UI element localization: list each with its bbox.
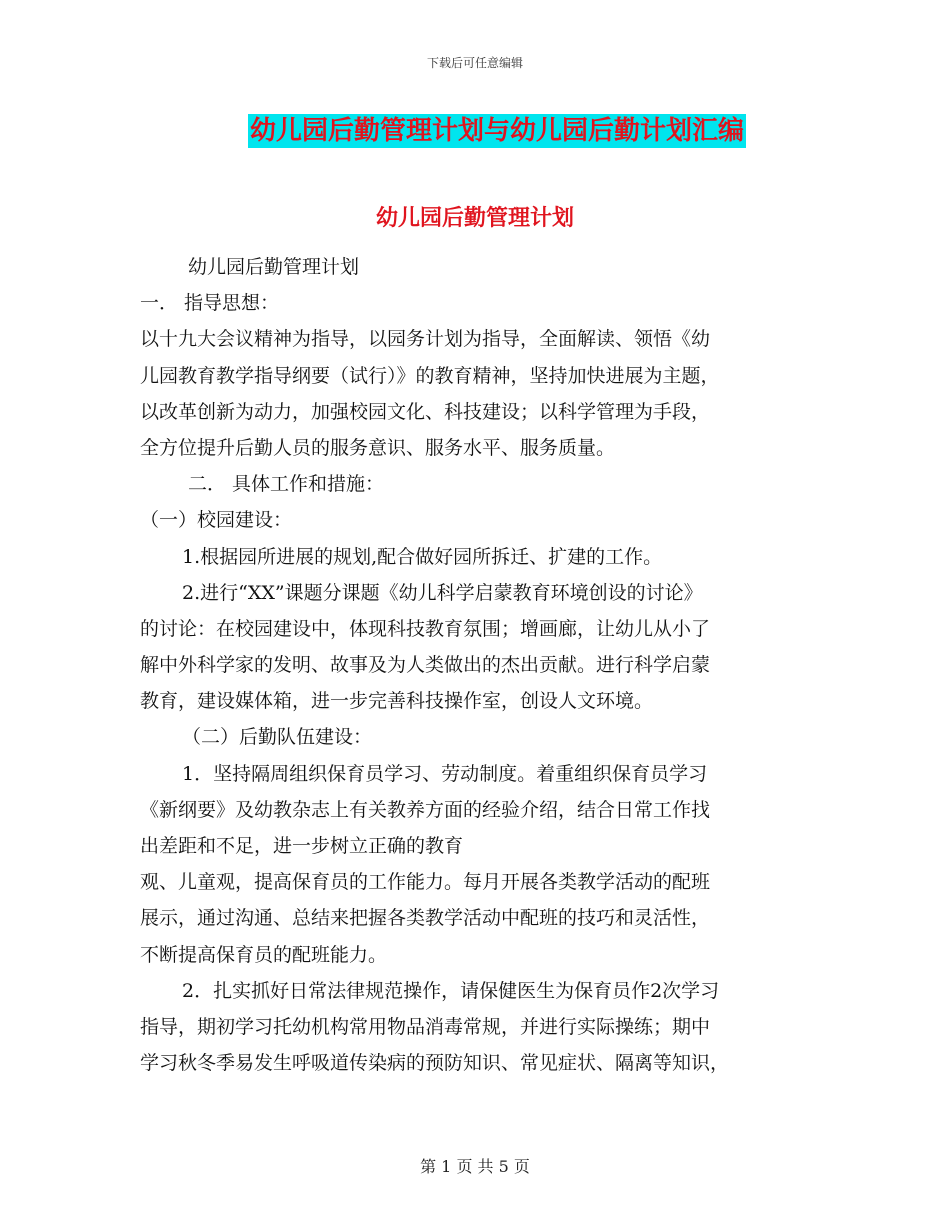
body-line: （一）校园建设： [140, 509, 293, 532]
body-line: 以改革创新为动力，加强校园文化、科技建设；以科学管理为手段， [140, 400, 711, 423]
body-line: 全方位提升后勤人员的服务意识、服务水平、服务质量。 [140, 436, 616, 459]
body-line: 2．扎实抓好日常法律规范操作，请保健医生为保育员作2次学习 [182, 979, 720, 1002]
body-line: 解中外科学家的发明、故事及为人类做出的杰出贡献。进行科学启蒙 [140, 654, 711, 677]
body-line: 1.根据园所进展的规划,配合做好园所拆迁、扩建的工作。 [182, 545, 663, 568]
doc-title-wrap [0, 114, 950, 148]
body-line: 指导，期初学习托幼机构常用物品消毒常规，并进行实际操练；期中 [140, 1015, 711, 1038]
body-line: 2.进行“XX”课题分课题《幼儿科学启蒙教育环境创设的讨论》 [182, 581, 703, 604]
body-line: 1．坚持隔周组织保育员学习、劳动制度。着重组织保育员学习 [182, 762, 708, 785]
body-line: 幼儿园后勤管理计划 [188, 256, 360, 278]
body-line: 观、儿童观，提高保育员的工作能力。每月开展各类教学活动的配班 [140, 871, 711, 894]
section-title: 幼儿园后勤管理计划 [375, 206, 574, 231]
body-line: 展示，通过沟通、总结来把握各类教学活动中配班的技巧和灵活性， [140, 907, 711, 930]
body-line: （二）后勤队伍建设： [182, 726, 373, 749]
body-line: 一． 指导思想： [140, 292, 280, 315]
document-title: 幼儿园后勤管理计划与幼儿园后勤计划汇编 [249, 116, 744, 146]
body-line: 儿园教育教学指导纲要（试行）》的教育精神，坚持加快进展为主题， [140, 364, 720, 387]
header-note: 下载后可任意编辑 [426, 56, 523, 70]
body-line: 的讨论：在校园建设中，体现科技教育氛围；增画廊，让幼儿从小了 [140, 617, 711, 640]
body-line: 二． 具体工作和措施： [188, 473, 385, 496]
body-line: 不断提高保育员的配班能力。 [140, 943, 388, 966]
body-line: 教育，建设媒体箱，进一步完善科技操作室，创设人文环境。 [140, 690, 654, 713]
body-line: 学习秋冬季易发生呼吸道传染病的预防知识、常见症状、隔离等知识， [140, 1052, 730, 1075]
body-line: 《新纲要》及幼教杂志上有关教养方面的经验介绍，结合日常工作找 [140, 798, 711, 821]
body-line: 以十九大会议精神为指导，以园务计划为指导，全面解读、领悟《幼 [140, 328, 711, 351]
body-line: 出差距和不足，进一步树立正确的教育 [140, 835, 464, 857]
page-footer: 第 1 页 共 5 页 [420, 1157, 530, 1176]
document-body [140, 249, 810, 1081]
